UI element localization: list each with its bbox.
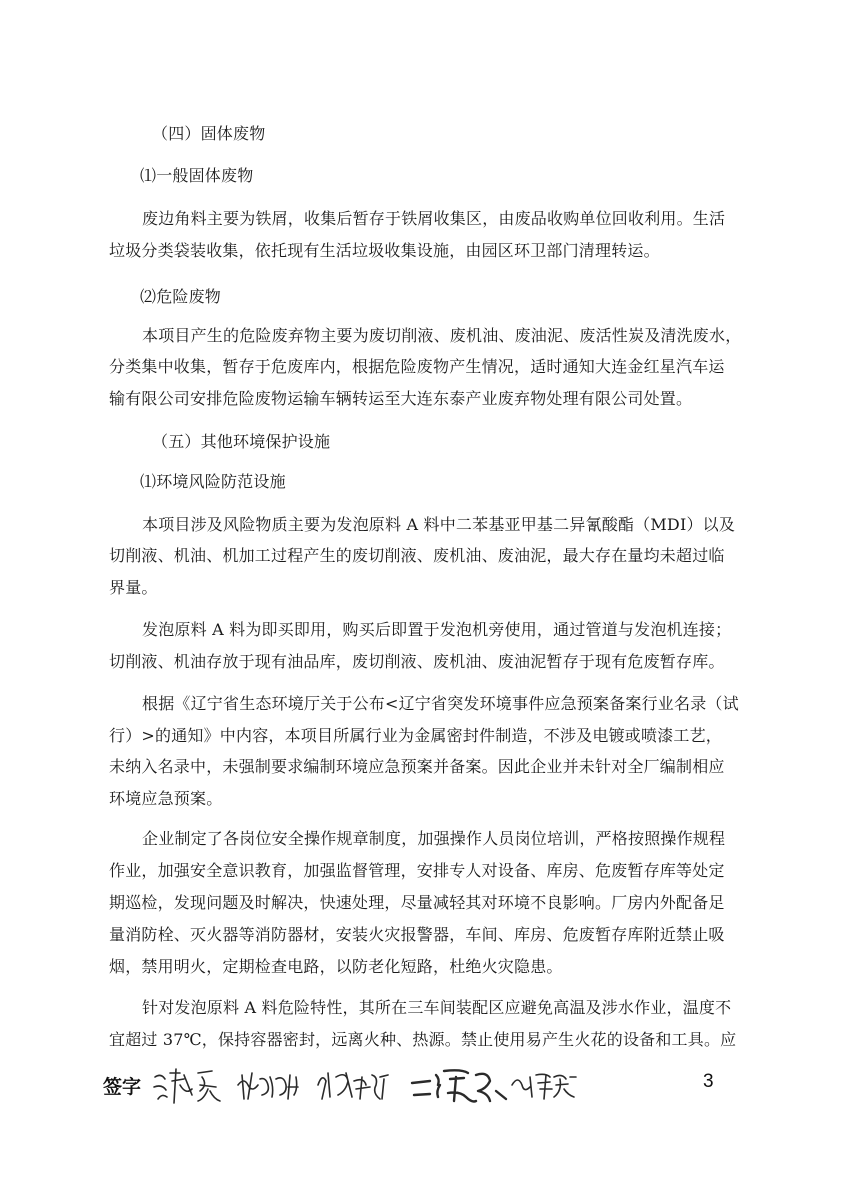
paragraph-line: 企业制定了各岗位安全操作规章制度，加强操作人员岗位培训，严格按照操作规程	[142, 829, 726, 848]
paragraph-line: 根据《辽宁省生态环境厅关于公布<辽宁省突发环境事件应急预案备案行业名录（试	[142, 694, 739, 713]
paragraph-line: 烟，禁用明火，定期检查电路，以防老化短路，杜绝火灾隐患。	[109, 957, 563, 976]
paragraph-line: 分类集中收集，暂存于危废库内，根据危险废物产生情况，适时通知大连金红星汽车运	[109, 357, 725, 376]
paragraph-line: 作业，加强安全意识教育，加强监督管理，安排专人对设备、库房、危废暂存库等处定	[109, 861, 725, 880]
subheading-hazardous-waste: ⑵危险废物	[140, 287, 222, 306]
paragraph-line: 本项目产生的危险废弃物主要为废切削液、废机油、废油泥、废活性炭及清洗废水，	[142, 326, 742, 345]
paragraph-line: 行）>的通知》中内容，本项目所属行业为金属密封件制造，不涉及电镀或喷漆工艺，	[109, 726, 723, 745]
handwritten-signatures	[150, 1055, 610, 1115]
subheading-risk-prevention: ⑴环境风险防范设施	[140, 472, 286, 491]
paragraph-line: 切削液、机油存放于现有油品库，废切削液、废机油、废油泥暂存于现有危废暂存库。	[109, 652, 725, 671]
paragraph-line: 输有限公司安排危险废物运输车辆转运至大连东泰产业废弃物处理有限公司处置。	[109, 389, 693, 408]
paragraph-line: 期巡检，发现问题及时解决，快速处理，尽量减轻其对环境不良影响。厂房内外配备足	[109, 893, 725, 912]
page-number: 3	[703, 1071, 714, 1092]
section-4-heading: （四）固体废物	[152, 124, 266, 143]
section-5-heading: （五）其他环境保护设施	[152, 432, 331, 451]
paragraph-line: 本项目涉及风险物质主要为发泡原料 A 料中二苯基亚甲基二异氰酸酯（MDI）以及	[142, 515, 736, 534]
paragraph-line: 未纳入名录中，未强制要求编制环境应急预案并备案。因此企业并未针对全厂编制相应	[109, 757, 725, 776]
subheading-general-solid-waste: ⑴一般固体废物	[140, 166, 254, 185]
paragraph-line: 垃圾分类袋装收集，依托现有生活垃圾收集设施，由园区环卫部门清理转运。	[109, 241, 660, 260]
sign-label: 签字	[103, 1076, 142, 1098]
paragraph-line: 环境应急预案。	[109, 789, 223, 808]
paragraph-line: 针对发泡原料 A 料危险特性，其所在三车间装配区应避免高温及涉水作业，温度不	[142, 998, 732, 1017]
paragraph-line: 宜超过 37℃，保持容器密封，远离火种、热源。禁止使用易产生火花的设备和工具。应	[109, 1030, 737, 1049]
paragraph-line: 发泡原料 A 料为即买即用，购买后即置于发泡机旁使用，通过管道与发泡机连接；	[142, 620, 732, 639]
paragraph-line: 切削液、机油、机加工过程产生的废切削液、废机油、废油泥，最大存在量均未超过临	[109, 546, 725, 565]
paragraph-line: 界量。	[109, 578, 158, 597]
paragraph-line: 量消防栓、灭火器等消防器材，安装火灾报警器，车间、库房、危废暂存库附近禁止吸	[109, 925, 725, 944]
paragraph-line: 废边角料主要为铁屑，收集后暂存于铁屑收集区，由废品收购单位回收利用。生活	[142, 209, 726, 228]
